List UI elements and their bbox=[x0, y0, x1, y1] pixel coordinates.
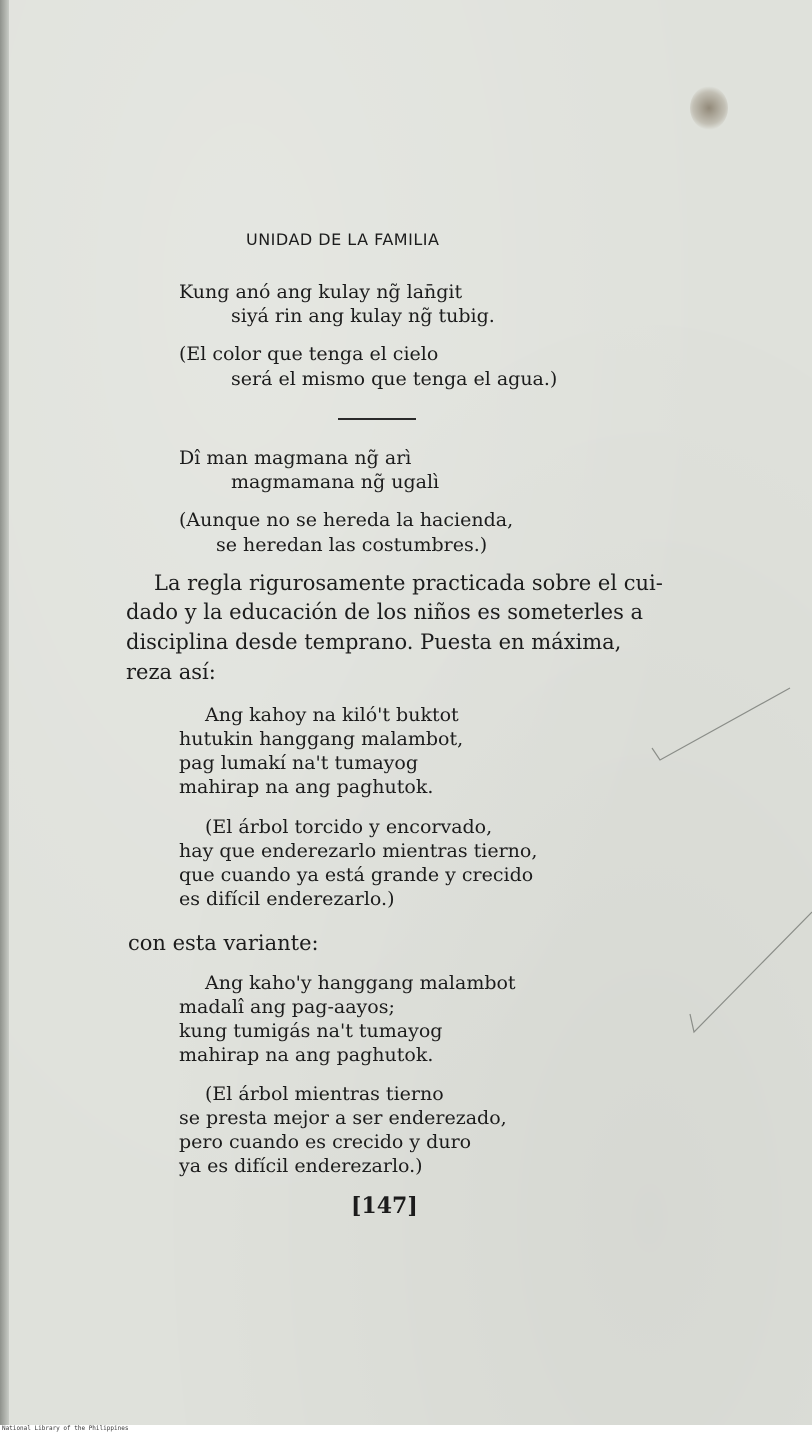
variant-intro: con esta variante: bbox=[128, 931, 319, 955]
verse1-tagalog-line-1: Ang kahoy na kiló't buktot bbox=[205, 704, 459, 726]
proverb1-tagalog-line-2: siyá rin ang kulay ng̃ tubig. bbox=[231, 305, 495, 327]
paragraph-line-1: La regla rigurosamente practicada sobre el cui- bbox=[154, 571, 663, 595]
proverb1-spanish-line-1: (El color que tenga el cielo bbox=[179, 343, 439, 365]
section-title: UNIDAD DE LA FAMILIA bbox=[246, 230, 440, 249]
verse1-spanish-line-2: hay que enderezarlo mientras tierno, bbox=[179, 840, 538, 862]
verse1-tagalog-line-4: mahirap na ang paghutok. bbox=[179, 776, 434, 798]
verse2-spanish-line-1: (El árbol mientras tierno bbox=[205, 1083, 444, 1105]
verse2-tagalog-line-4: mahirap na ang paghutok. bbox=[179, 1044, 434, 1066]
verse1-tagalog-line-2: hutukin hanggang malambot, bbox=[179, 728, 464, 750]
library-credit: National Library of the Philippines bbox=[0, 1425, 812, 1433]
paragraph-line-2: dado y la educación de los niños es someterles a bbox=[126, 600, 644, 624]
proverb1-tagalog-line-1: Kung anó ang kulay ng̃ lan̄git bbox=[179, 281, 463, 303]
paragraph-line-4: reza así: bbox=[126, 660, 216, 684]
proverb2-tagalog-line-1: Dî man magmana ng̃ arì bbox=[179, 447, 412, 469]
verse2-tagalog-line-2: madalî ang pag-aayos; bbox=[179, 996, 395, 1018]
paragraph-line-3: disciplina desde temprano. Puesta en máxima, bbox=[126, 630, 622, 654]
verse2-spanish-line-2: se presta mejor a ser enderezado, bbox=[179, 1107, 507, 1129]
pencil-check-mark-lower bbox=[690, 912, 812, 1032]
verse2-tagalog-line-1: Ang kaho'y hanggang malambot bbox=[205, 972, 516, 994]
proverb2-tagalog-line-2: magmamana ng̃ ugalì bbox=[231, 471, 440, 493]
verse2-spanish-line-3: pero cuando es crecido y duro bbox=[179, 1131, 472, 1153]
verse1-spanish-line-1: (El árbol torcido y encorvado, bbox=[205, 816, 493, 838]
proverb2-spanish-line-1: (Aunque no se hereda la hacienda, bbox=[179, 509, 514, 531]
proverb2-spanish-line-2: se heredan las costumbres.) bbox=[216, 534, 488, 556]
pencil-check-mark-upper bbox=[652, 688, 790, 760]
proverb1-spanish-line-2: será el mismo que tenga el agua.) bbox=[231, 368, 558, 390]
verse1-spanish-line-4: es difícil enderezarlo.) bbox=[179, 888, 395, 910]
verse1-tagalog-line-3: pag lumakí na't tumayog bbox=[179, 752, 418, 774]
verse2-tagalog-line-3: kung tumigás na't tumayog bbox=[179, 1020, 443, 1042]
verse2-spanish-line-4: ya es difícil enderezarlo.) bbox=[179, 1155, 423, 1177]
page-number: [147] bbox=[351, 1193, 418, 1219]
verse1-spanish-line-3: que cuando ya está grande y crecido bbox=[179, 864, 534, 886]
